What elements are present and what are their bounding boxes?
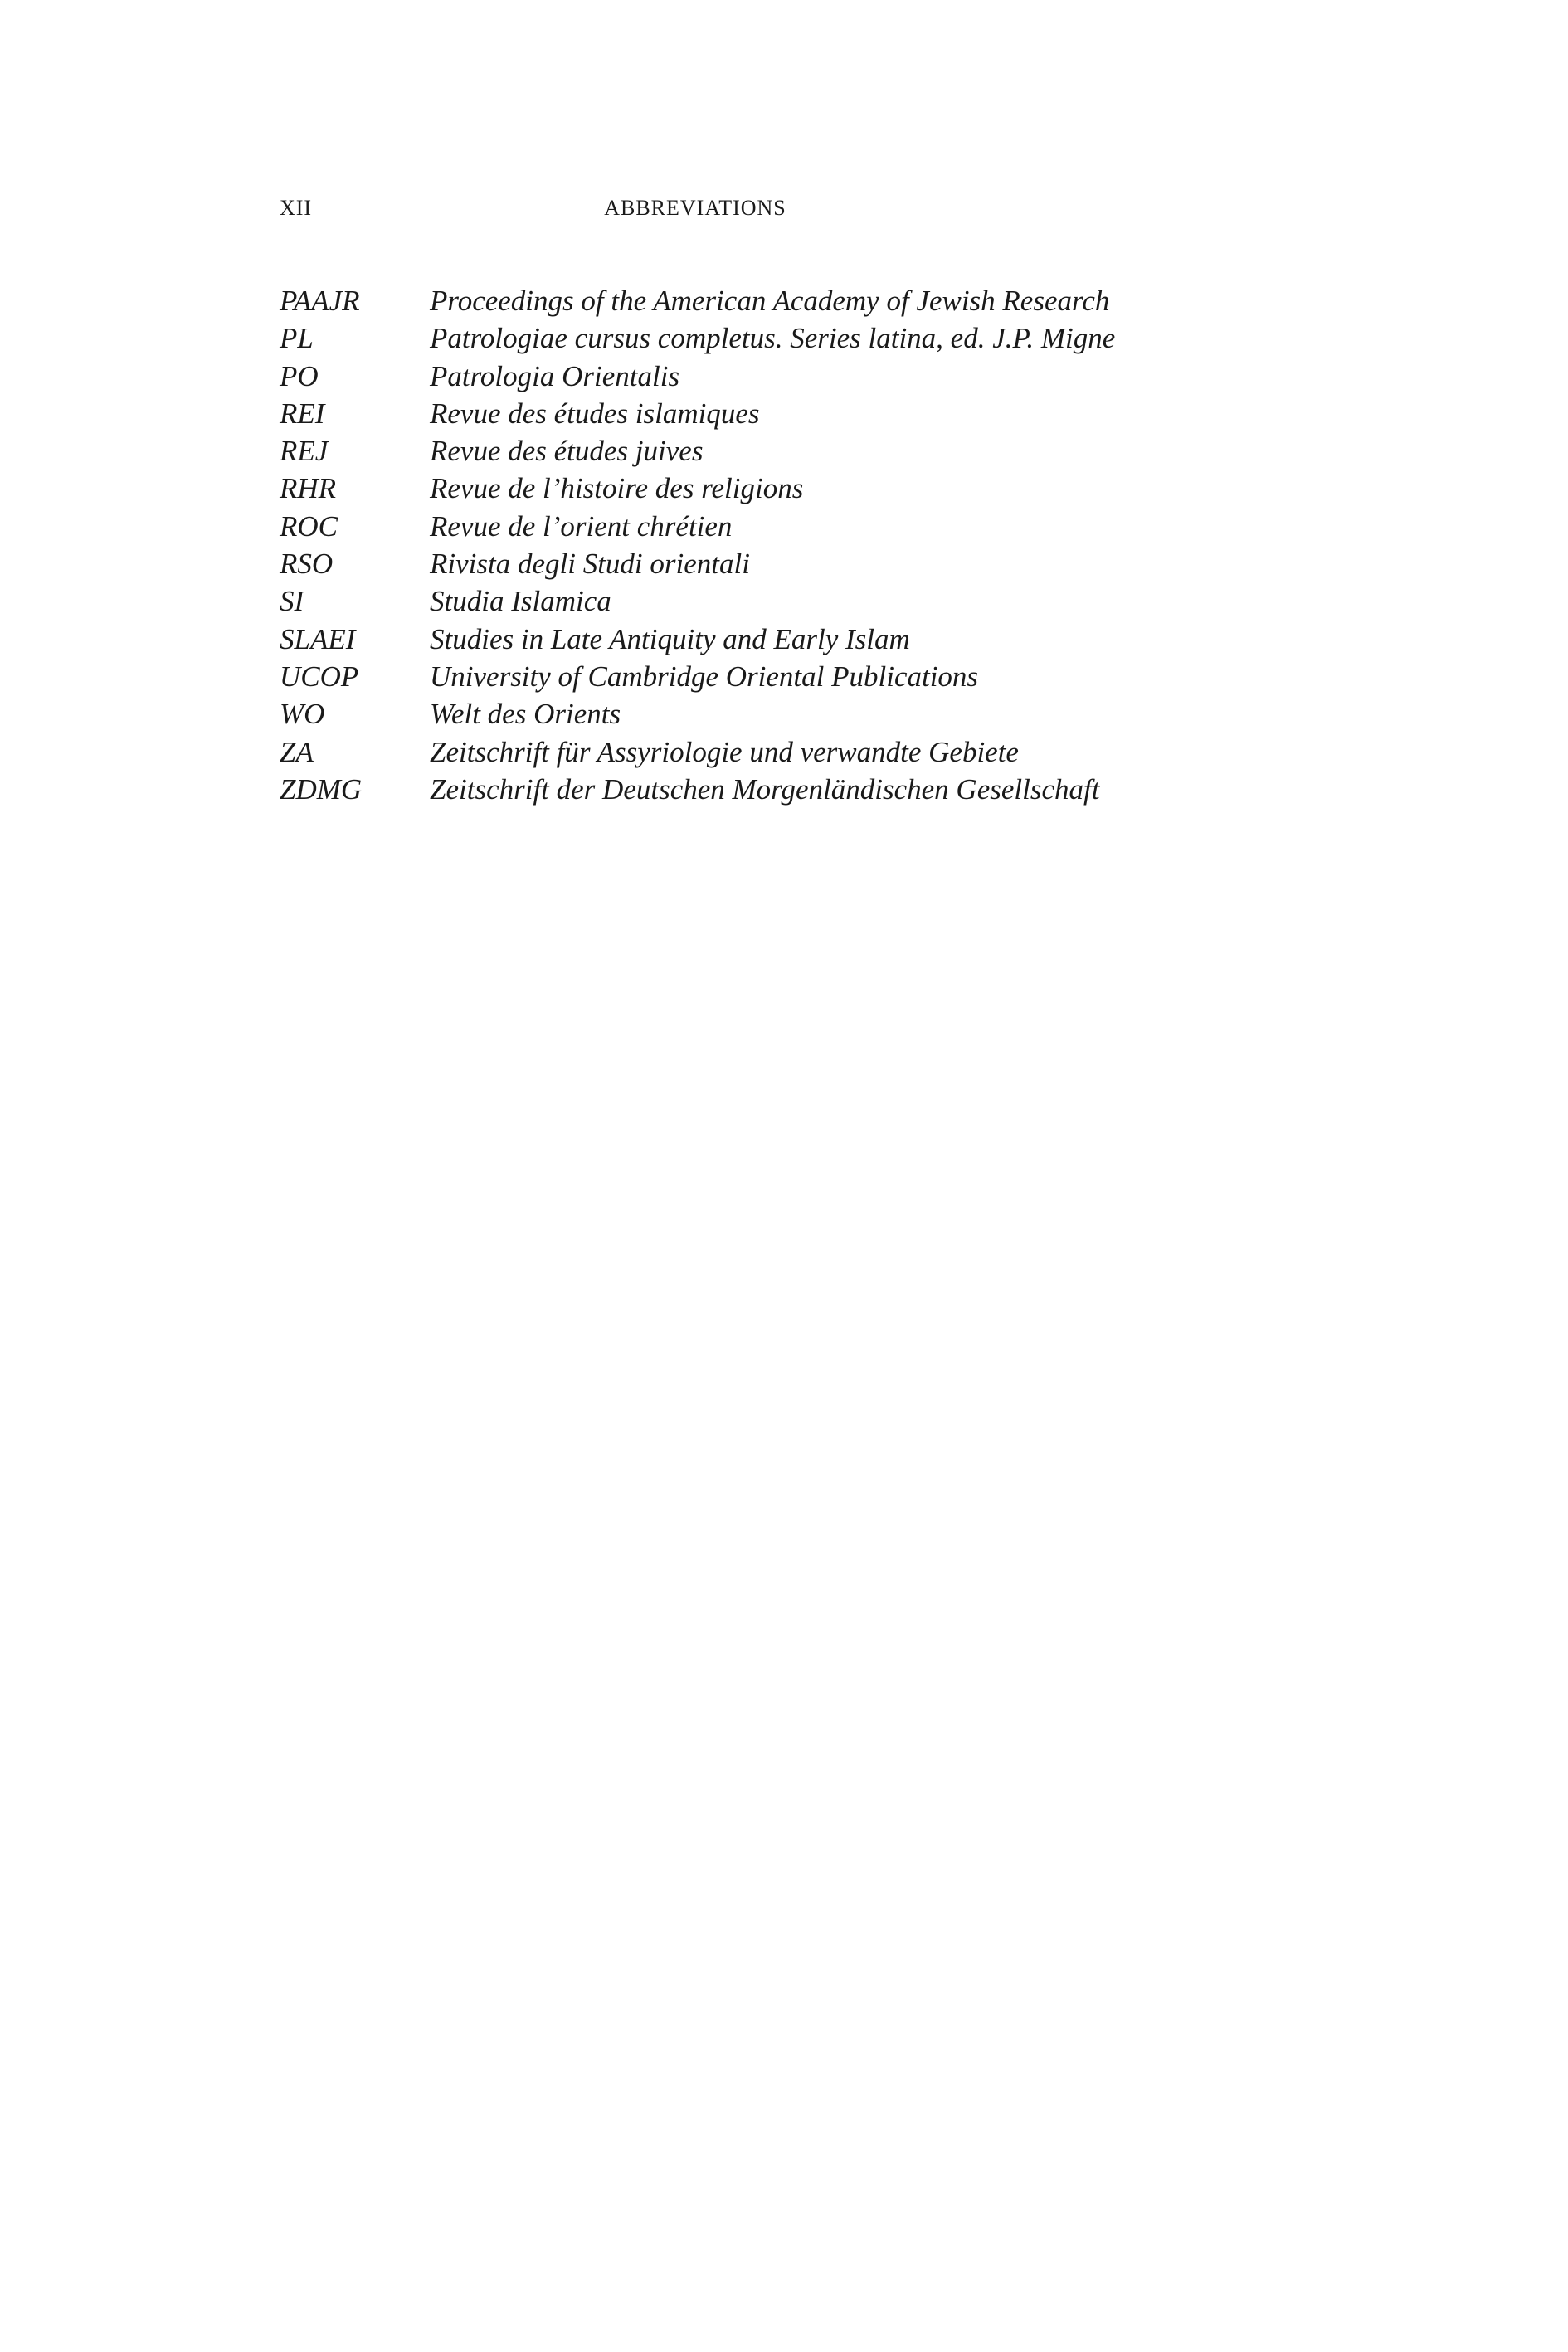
- abbreviation: PO: [280, 359, 319, 392]
- abbreviation-expansion: Revue de l’histoire des religions: [430, 472, 804, 505]
- abbreviation-expansion: Welt des Orients: [430, 698, 621, 731]
- section-title: ABBREVIATIONS: [604, 196, 786, 220]
- abbreviation: ROC: [280, 509, 338, 543]
- list-item: [280, 658, 1192, 695]
- abbreviation-expansion: Studies in Late Antiquity and Early Islam: [430, 622, 910, 655]
- list-item: [280, 771, 1192, 808]
- list-item: [280, 395, 1192, 432]
- list-item: [280, 282, 1192, 319]
- list-item: [280, 695, 1192, 733]
- page-number: XII: [280, 196, 313, 220]
- abbreviation-expansion: Proceedings of the American Academy of Jewish Research: [430, 285, 1110, 317]
- abbreviation-list: [280, 282, 1192, 808]
- abbreviation-expansion: Revue des études islamiques: [430, 397, 760, 430]
- abbreviation: SLAEI: [280, 622, 356, 655]
- list-item: [280, 358, 1192, 395]
- abbreviation: PAAJR: [280, 285, 360, 317]
- abbreviation: ZA: [280, 735, 314, 768]
- abbreviation: ZDMG: [280, 772, 363, 806]
- abbreviation: REI: [280, 397, 325, 430]
- list-item: [280, 621, 1192, 658]
- abbreviation-expansion: Revue de l’orient chrétien: [430, 509, 733, 543]
- abbreviation-expansion: Revue des études juives: [430, 435, 704, 468]
- running-head: [280, 196, 1111, 232]
- abbreviation-expansion: Zeitschrift für Assyriologie und verwandte Gebiete: [430, 735, 1019, 768]
- abbreviation: WO: [280, 698, 325, 731]
- list-item: [280, 733, 1192, 771]
- list-item: [280, 470, 1192, 507]
- list-item: [280, 319, 1192, 357]
- list-item: [280, 545, 1192, 582]
- abbreviation: PL: [280, 322, 314, 355]
- abbreviation: SI: [280, 585, 304, 618]
- abbreviation: RHR: [280, 472, 337, 505]
- abbreviation-expansion: Studia Islamica: [430, 585, 611, 618]
- abbreviation: UCOP: [280, 660, 359, 693]
- abbreviation-expansion: University of Cambridge Oriental Publications: [430, 660, 979, 693]
- list-item: [280, 508, 1192, 545]
- abbreviation: RSO: [280, 548, 334, 581]
- abbreviation: REJ: [280, 435, 329, 468]
- abbreviation-expansion: Patrologia Orientalis: [430, 359, 680, 392]
- abbreviation-expansion: Rivista degli Studi orientali: [430, 548, 750, 581]
- list-item: [280, 432, 1192, 470]
- list-item: [280, 582, 1192, 620]
- abbreviation-expansion: Zeitschrift der Deutschen Morgenländischen Gesellschaft: [430, 772, 1100, 806]
- abbreviation-expansion: Patrologiae cursus completus. Series latina, ed. J.P. Migne: [430, 322, 1116, 355]
